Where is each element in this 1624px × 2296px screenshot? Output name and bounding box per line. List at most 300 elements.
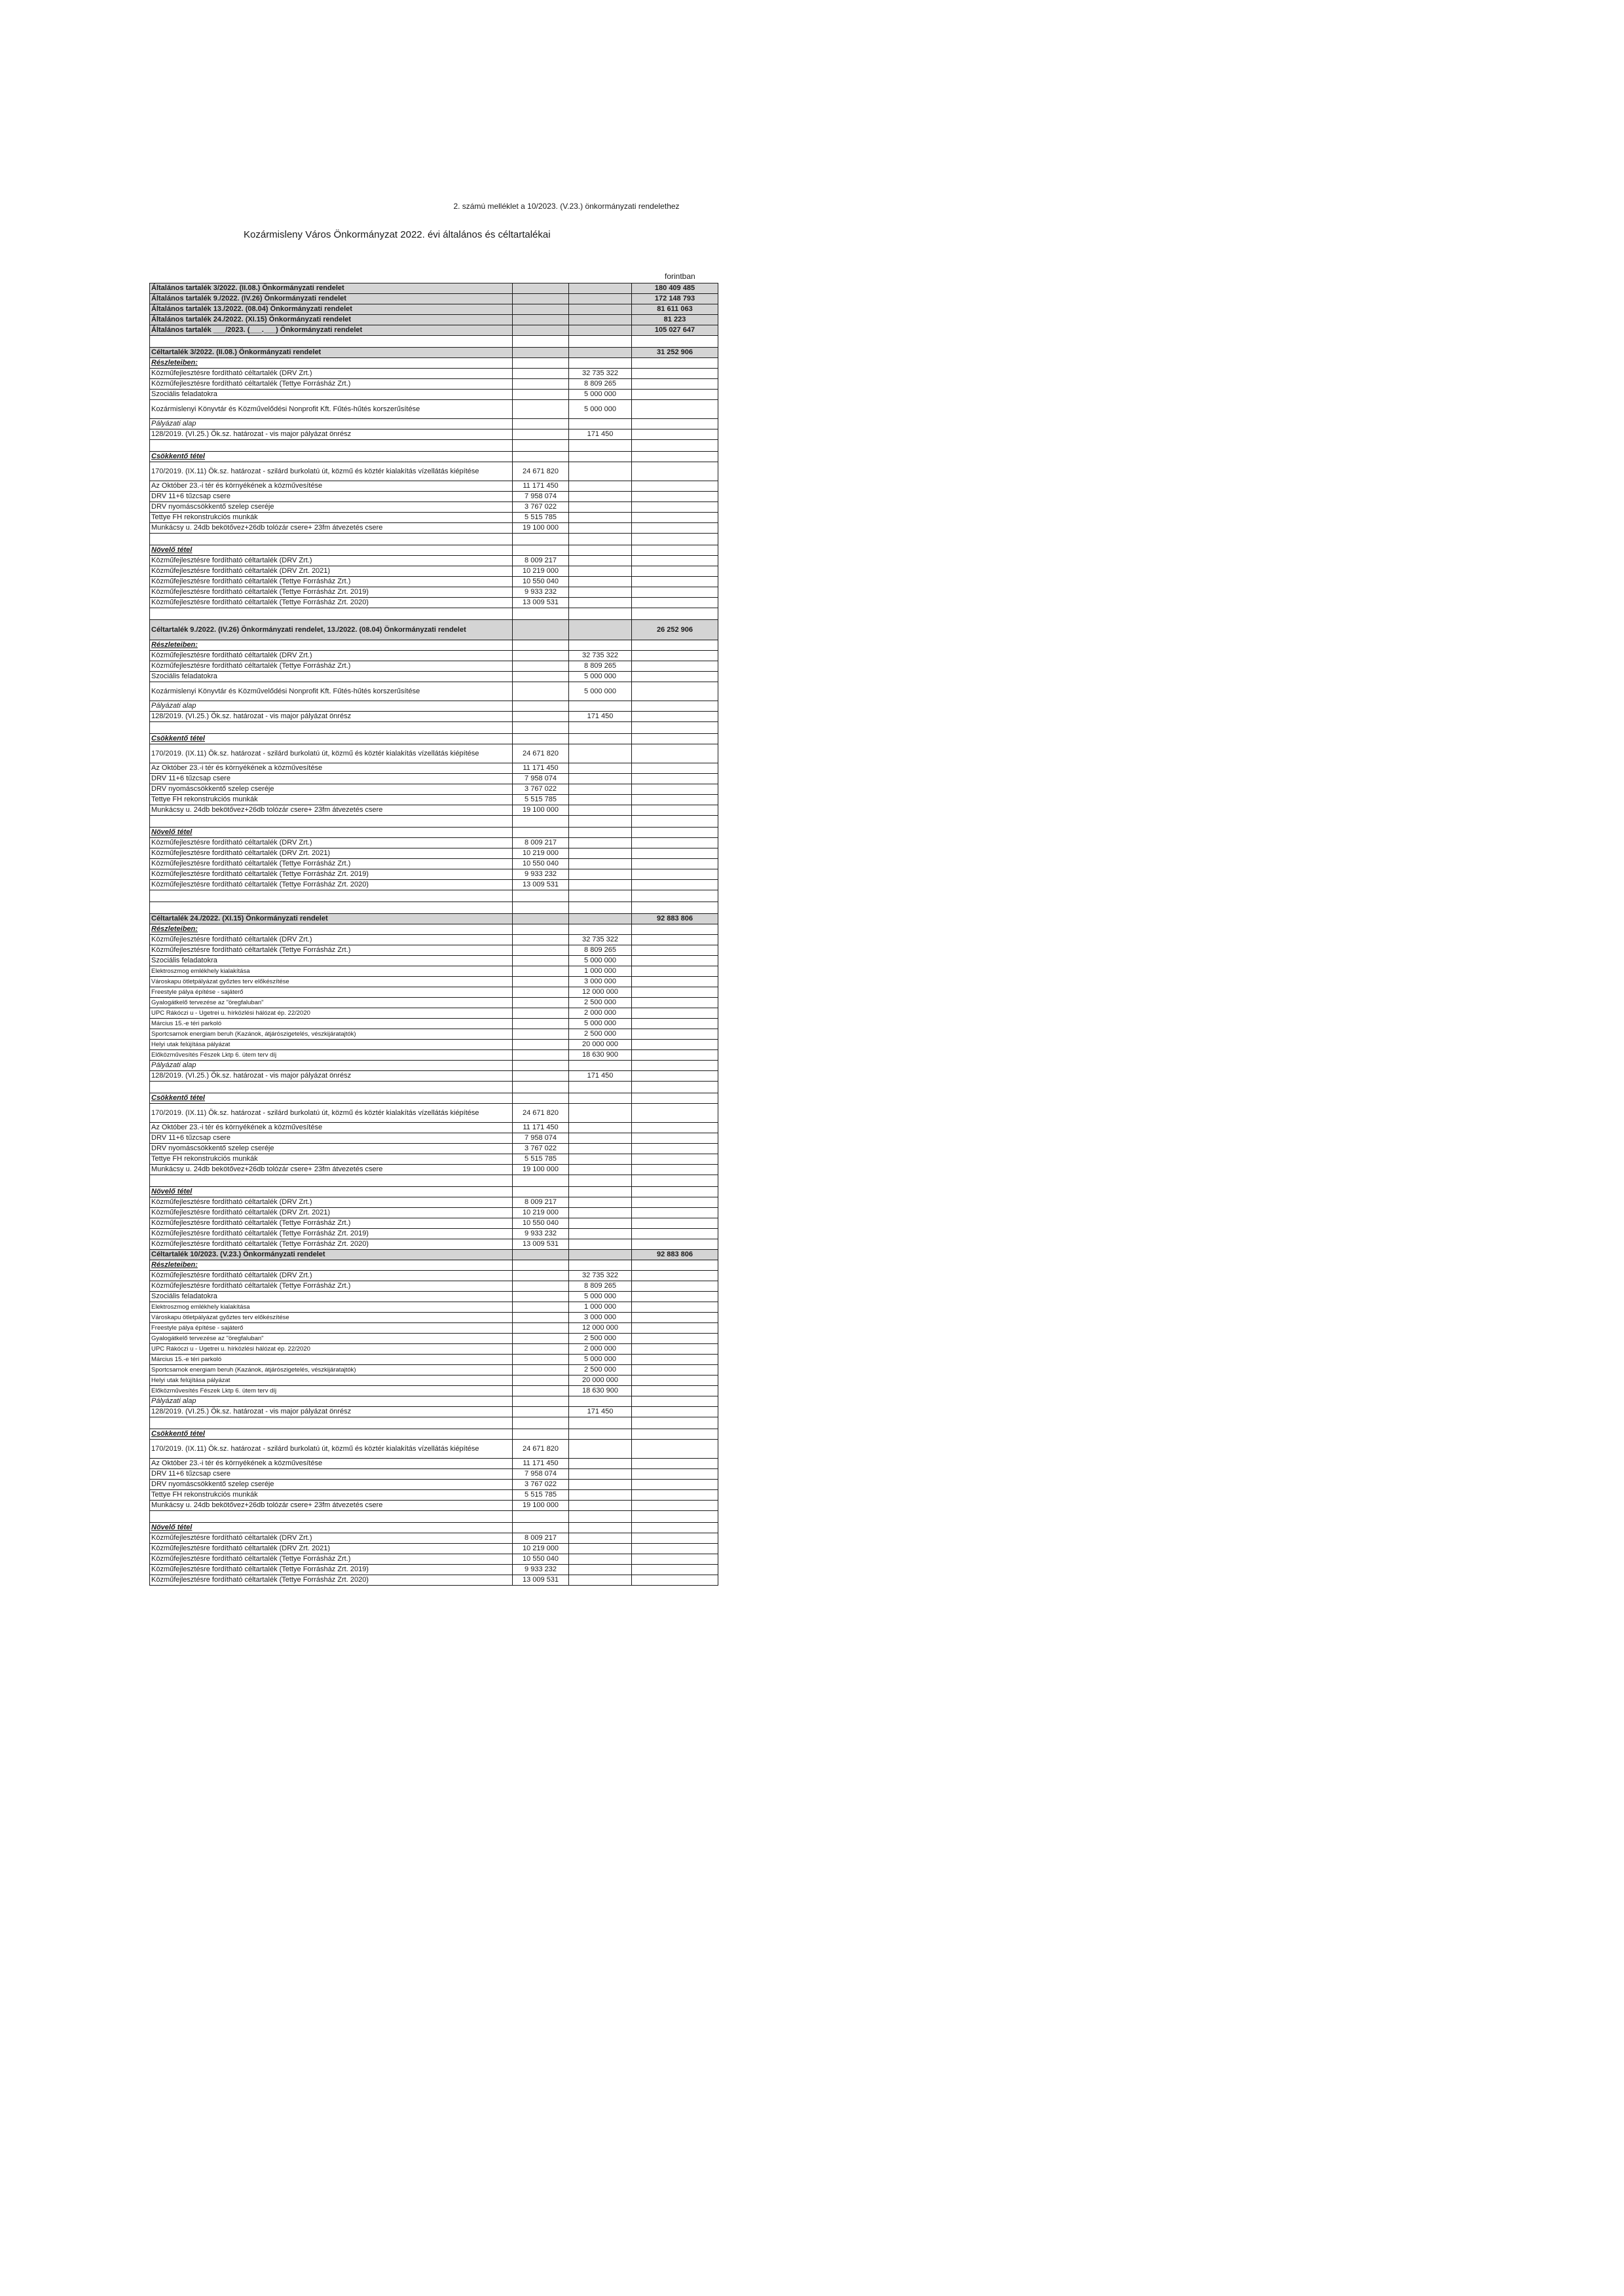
spacer-row — [150, 1082, 718, 1093]
item-amount: 5 000 000 — [569, 1292, 632, 1302]
item-label: Növelő tétel — [150, 545, 513, 556]
item-amount — [569, 1061, 632, 1071]
item-amount — [569, 1175, 632, 1187]
item-label: Növelő tétel — [150, 1187, 513, 1197]
item-label: Az Október 23.-i tér és környékének a közművesítése — [150, 1459, 513, 1469]
reserve-total — [632, 640, 718, 651]
line-item-row — [150, 1554, 718, 1565]
item-amount — [569, 1417, 632, 1429]
reserve-total: 172 148 793 — [632, 294, 718, 304]
change-amount — [513, 1061, 569, 1071]
item-label: Közműfejlesztésre fordítható céltartalék (DRV Zrt.) — [150, 1271, 513, 1281]
item-amount — [569, 1239, 632, 1250]
line-item-row — [150, 744, 718, 763]
item-amount — [569, 462, 632, 481]
item-amount: 12 000 000 — [569, 987, 632, 998]
spacer-row — [150, 336, 718, 348]
reserve-total — [632, 828, 718, 838]
item-amount — [569, 1429, 632, 1440]
line-item-row — [150, 672, 718, 682]
change-amount: 7 958 074 — [513, 1469, 569, 1480]
reserve-total — [632, 712, 718, 722]
spacer-row — [150, 816, 718, 828]
change-amount: 19 100 000 — [513, 1165, 569, 1175]
item-amount — [569, 419, 632, 429]
reserve-total — [632, 902, 718, 914]
reserve-header-row — [150, 283, 718, 294]
item-label: Szociális feladatokra — [150, 956, 513, 966]
reserve-total — [632, 1104, 718, 1123]
item-label: DRV 11+6 tűzcsap csere — [150, 1133, 513, 1144]
reserve-total — [632, 744, 718, 763]
reserve-total — [632, 513, 718, 523]
change-amount: 13 009 531 — [513, 1239, 569, 1250]
change-amount — [513, 966, 569, 977]
item-label: Közműfejlesztésre fordítható céltartalék (Tettye Forrásház Zrt. 2019) — [150, 869, 513, 880]
change-amount: 3 767 022 — [513, 784, 569, 795]
item-amount: 32 735 322 — [569, 935, 632, 945]
change-amount: 8 009 217 — [513, 556, 569, 566]
line-item-row — [150, 1197, 718, 1208]
change-amount — [513, 987, 569, 998]
item-label — [150, 1082, 513, 1093]
item-label: Az Október 23.-i tér és környékének a közművesítése — [150, 763, 513, 774]
section-heading-row — [150, 640, 718, 651]
change-amount — [513, 620, 569, 640]
line-item-row — [150, 1144, 718, 1154]
item-label: DRV 11+6 tűzcsap csere — [150, 1469, 513, 1480]
line-item-row — [150, 1469, 718, 1480]
reserve-total — [632, 651, 718, 661]
line-item-row — [150, 1218, 718, 1229]
line-item-row — [150, 987, 718, 998]
change-amount — [513, 1429, 569, 1440]
line-item-row — [150, 462, 718, 481]
reserve-total — [632, 577, 718, 587]
item-amount: 2 500 000 — [569, 1029, 632, 1040]
item-amount — [569, 348, 632, 358]
change-amount: 19 100 000 — [513, 805, 569, 816]
change-amount — [513, 816, 569, 828]
change-amount — [513, 1050, 569, 1061]
change-amount — [513, 369, 569, 379]
line-item-row — [150, 966, 718, 977]
item-label: Közműfejlesztésre fordítható céltartalék (Tettye Forrásház Zrt. 2020) — [150, 880, 513, 890]
change-amount: 10 219 000 — [513, 566, 569, 577]
change-amount: 9 933 232 — [513, 869, 569, 880]
reserve-total — [632, 890, 718, 902]
change-amount — [513, 534, 569, 545]
item-label — [150, 534, 513, 545]
line-item-row — [150, 1544, 718, 1554]
item-amount — [569, 1490, 632, 1501]
item-amount — [569, 336, 632, 348]
reserve-total: 31 252 906 — [632, 348, 718, 358]
change-amount — [513, 1019, 569, 1029]
item-label: Szociális feladatokra — [150, 672, 513, 682]
reserve-total — [632, 1429, 718, 1440]
reserve-total — [632, 545, 718, 556]
item-amount — [569, 805, 632, 816]
reserve-total — [632, 977, 718, 987]
item-amount — [569, 914, 632, 924]
item-label: Céltartalék 10/2023. (V.23.) Önkormányzati rendelet — [150, 1250, 513, 1260]
item-label: Közműfejlesztésre fordítható céltartalék (Tettye Forrásház Zrt. 2019) — [150, 1565, 513, 1575]
reserve-total — [632, 1165, 718, 1175]
line-item-row — [150, 945, 718, 956]
reserve-total — [632, 734, 718, 744]
item-amount — [569, 1250, 632, 1260]
item-label: Céltartalék 24./2022. (XI.15) Önkormányzati rendelet — [150, 914, 513, 924]
item-label: Munkácsy u. 24db bekötővez+26db tolózár csere+ 23fm átvezetés csere — [150, 1165, 513, 1175]
reserve-total — [632, 924, 718, 935]
item-label: Általános tartalék 3/2022. (II.08.) Önkormányzati rendelet — [150, 283, 513, 294]
item-amount — [569, 1154, 632, 1165]
line-item-row — [150, 1281, 718, 1292]
change-amount: 24 671 820 — [513, 462, 569, 481]
reserve-total — [632, 935, 718, 945]
reserve-total — [632, 598, 718, 608]
item-label — [150, 890, 513, 902]
item-label: Csökkentő tétel — [150, 452, 513, 462]
reserve-total — [632, 661, 718, 672]
change-amount: 3 767 022 — [513, 502, 569, 513]
fund-heading-row — [150, 419, 718, 429]
item-amount: 2 000 000 — [569, 1344, 632, 1355]
change-amount: 7 958 074 — [513, 492, 569, 502]
item-label: Közműfejlesztésre fordítható céltartalék (Tettye Forrásház Zrt.) — [150, 379, 513, 390]
item-amount — [569, 1123, 632, 1133]
item-label: Közműfejlesztésre fordítható céltartalék (DRV Zrt.) — [150, 651, 513, 661]
item-label: Munkácsy u. 24db bekötővez+26db tolózár csere+ 23fm átvezetés csere — [150, 523, 513, 534]
change-amount — [513, 956, 569, 966]
change-amount — [513, 935, 569, 945]
item-label: Előközművesítés Fészek Lktp 6. ütem terv díj — [150, 1386, 513, 1396]
item-label: Pályázati alap — [150, 419, 513, 429]
line-item-row — [150, 869, 718, 880]
item-amount — [569, 734, 632, 744]
line-item-row — [150, 1040, 718, 1050]
reserve-total — [632, 998, 718, 1008]
line-item-row — [150, 502, 718, 513]
item-label: Közműfejlesztésre fordítható céltartalék (Tettye Forrásház Zrt.) — [150, 859, 513, 869]
change-amount: 10 219 000 — [513, 848, 569, 859]
item-label: 170/2019. (IX.11) Ök.sz. határozat - szilárd burkolatú út, közmű és köztér kialakítás vízellátás kiépítése — [150, 1104, 513, 1123]
change-amount — [513, 1082, 569, 1093]
item-label — [150, 440, 513, 452]
change-amount — [513, 1386, 569, 1396]
change-amount — [513, 1008, 569, 1019]
reserve-total — [632, 1050, 718, 1061]
reserve-total — [632, 987, 718, 998]
reserve-total — [632, 1459, 718, 1469]
reserve-total — [632, 1313, 718, 1323]
reserve-total — [632, 838, 718, 848]
item-amount — [569, 1197, 632, 1208]
change-amount — [513, 1071, 569, 1082]
reserve-total — [632, 492, 718, 502]
item-label: Kozármislenyi Könyvtár és Közművelődési Nonprofit Kft. Fűtés-hűtés korszerűsítése — [150, 682, 513, 701]
line-item-row — [150, 956, 718, 966]
line-item-row — [150, 1133, 718, 1144]
change-amount: 10 550 040 — [513, 577, 569, 587]
item-label: Gyalogátkelő tervezése az "öregfaluban" — [150, 998, 513, 1008]
change-amount — [513, 1175, 569, 1187]
item-label — [150, 608, 513, 620]
item-amount: 32 735 322 — [569, 369, 632, 379]
line-item-row — [150, 492, 718, 502]
spacer-row — [150, 1417, 718, 1429]
change-amount — [513, 682, 569, 701]
item-amount — [569, 358, 632, 369]
item-amount — [569, 556, 632, 566]
item-amount — [569, 774, 632, 784]
change-amount: 8 009 217 — [513, 838, 569, 848]
reserve-total — [632, 1019, 718, 1029]
change-amount — [513, 400, 569, 419]
item-label: DRV nyomáscsökkentő szelep cseréje — [150, 1480, 513, 1490]
item-amount: 1 000 000 — [569, 966, 632, 977]
reserve-total — [632, 722, 718, 734]
line-item-row — [150, 1376, 718, 1386]
reserve-total — [632, 419, 718, 429]
line-item-row — [150, 1313, 718, 1323]
item-amount: 171 450 — [569, 712, 632, 722]
item-amount — [569, 1229, 632, 1239]
item-amount — [569, 1565, 632, 1575]
reserve-header-row — [150, 348, 718, 358]
item-label: Közműfejlesztésre fordítható céltartalék (DRV Zrt. 2021) — [150, 1544, 513, 1554]
item-label: Szociális feladatokra — [150, 1292, 513, 1302]
item-amount: 2 500 000 — [569, 1365, 632, 1376]
change-amount: 9 933 232 — [513, 1565, 569, 1575]
reserve-total — [632, 795, 718, 805]
reserve-header-row — [150, 325, 718, 336]
item-label: Az Október 23.-i tér és környékének a közművesítése — [150, 481, 513, 492]
item-label: Csökkentő tétel — [150, 1093, 513, 1104]
reserve-total — [632, 1544, 718, 1554]
change-amount — [513, 608, 569, 620]
line-item-row — [150, 1271, 718, 1281]
reserve-total — [632, 400, 718, 419]
section-heading-row — [150, 1429, 718, 1440]
line-item-row — [150, 369, 718, 379]
change-amount — [513, 977, 569, 987]
item-amount — [569, 890, 632, 902]
reserve-total — [632, 805, 718, 816]
item-label: Kozármislenyi Könyvtár és Közművelődési Nonprofit Kft. Fűtés-hűtés korszerűsítése — [150, 400, 513, 419]
item-amount — [569, 315, 632, 325]
item-label: Az Október 23.-i tér és környékének a közművesítése — [150, 1123, 513, 1133]
reserve-header-row — [150, 914, 718, 924]
item-amount — [569, 848, 632, 859]
reserve-total — [632, 1029, 718, 1040]
item-amount — [569, 795, 632, 805]
line-item-row — [150, 998, 718, 1008]
item-amount — [569, 587, 632, 598]
change-amount — [513, 440, 569, 452]
line-item-row — [150, 1165, 718, 1175]
item-amount: 2 500 000 — [569, 998, 632, 1008]
reserve-total — [632, 784, 718, 795]
reserve-total — [632, 1334, 718, 1344]
item-label: Közműfejlesztésre fordítható céltartalék (Tettye Forrásház Zrt.) — [150, 1281, 513, 1292]
reserve-total: 81 611 063 — [632, 304, 718, 315]
change-amount: 10 550 040 — [513, 1218, 569, 1229]
reserve-total — [632, 1218, 718, 1229]
item-label: Általános tartalék 24./2022. (XI.15) Önkormányzati rendelet — [150, 315, 513, 325]
item-label: 170/2019. (IX.11) Ök.sz. határozat - szilárd burkolatú út, közmű és köztér kialakítás vízellátás kiépítése — [150, 744, 513, 763]
item-label: Városkapu ötletpályázat győztes terv előkészítése — [150, 1313, 513, 1323]
item-amount: 5 000 000 — [569, 682, 632, 701]
line-item-row — [150, 880, 718, 890]
item-amount — [569, 1093, 632, 1104]
reserve-total — [632, 587, 718, 598]
line-item-row — [150, 1008, 718, 1019]
reserve-total — [632, 1565, 718, 1575]
reserve-total: 92 883 806 — [632, 1250, 718, 1260]
fund-heading-row — [150, 1061, 718, 1071]
line-item-row — [150, 523, 718, 534]
change-amount — [513, 734, 569, 744]
item-label: Előközművesítés Fészek Lktp 6. ütem terv díj — [150, 1050, 513, 1061]
change-amount — [513, 1365, 569, 1376]
item-amount: 32 735 322 — [569, 651, 632, 661]
change-amount: 24 671 820 — [513, 744, 569, 763]
line-item-row — [150, 1575, 718, 1586]
reserve-header-row — [150, 294, 718, 304]
item-label: Szociális feladatokra — [150, 390, 513, 400]
item-amount — [569, 1144, 632, 1154]
fund-heading-row — [150, 1396, 718, 1407]
change-amount — [513, 429, 569, 440]
change-amount — [513, 1302, 569, 1313]
item-label: 128/2019. (VI.25.) Ök.sz. határozat - vis major pályázat önrész — [150, 712, 513, 722]
line-item-row — [150, 379, 718, 390]
item-amount: 5 000 000 — [569, 390, 632, 400]
line-item-row — [150, 1355, 718, 1365]
item-amount: 171 450 — [569, 1407, 632, 1417]
item-label: 170/2019. (IX.11) Ök.sz. határozat - szilárd burkolatú út, közmű és köztér kialakítás vízellátás kiépítése — [150, 1440, 513, 1459]
line-item-row — [150, 838, 718, 848]
reserve-total — [632, 358, 718, 369]
reserve-total — [632, 1281, 718, 1292]
change-amount — [513, 712, 569, 722]
item-amount — [569, 502, 632, 513]
change-amount: 3 767 022 — [513, 1144, 569, 1154]
line-item-row — [150, 1302, 718, 1313]
change-amount — [513, 325, 569, 336]
reserve-total — [632, 1040, 718, 1050]
item-amount — [569, 513, 632, 523]
section-heading-row — [150, 1260, 718, 1271]
change-amount — [513, 1260, 569, 1271]
reserve-total — [632, 1093, 718, 1104]
reserve-total — [632, 1008, 718, 1019]
line-item-row — [150, 1208, 718, 1218]
item-label: Közműfejlesztésre fordítható céltartalék (Tettye Forrásház Zrt.) — [150, 1218, 513, 1229]
change-amount: 13 009 531 — [513, 1575, 569, 1586]
item-amount: 2 000 000 — [569, 1008, 632, 1019]
reserve-header-row — [150, 620, 718, 640]
item-label: Növelő tétel — [150, 828, 513, 838]
change-amount — [513, 1407, 569, 1417]
change-amount: 10 219 000 — [513, 1544, 569, 1554]
reserve-total — [632, 966, 718, 977]
item-amount — [569, 1104, 632, 1123]
change-amount — [513, 1187, 569, 1197]
currency-unit-note: forintban — [665, 272, 695, 281]
change-amount — [513, 304, 569, 315]
item-amount: 20 000 000 — [569, 1376, 632, 1386]
spacer-row — [150, 608, 718, 620]
change-amount — [513, 640, 569, 651]
reserve-total — [632, 1323, 718, 1334]
item-amount — [569, 1533, 632, 1544]
reserve-total — [632, 566, 718, 577]
item-amount — [569, 1501, 632, 1511]
item-amount — [569, 1511, 632, 1523]
reserve-total — [632, 523, 718, 534]
line-item-row — [150, 805, 718, 816]
reserve-total — [632, 608, 718, 620]
reserve-total — [632, 534, 718, 545]
item-label: DRV nyomáscsökkentő szelep cseréje — [150, 1144, 513, 1154]
item-label: Általános tartalék 9./2022. (IV.26) Önkormányzati rendelet — [150, 294, 513, 304]
reserve-total — [632, 1197, 718, 1208]
reserve-header-row — [150, 304, 718, 315]
line-item-row — [150, 598, 718, 608]
change-amount — [513, 294, 569, 304]
item-amount: 5 000 000 — [569, 400, 632, 419]
reserve-total — [632, 763, 718, 774]
item-amount — [569, 1260, 632, 1271]
item-label: Csökkentő tétel — [150, 734, 513, 744]
item-amount: 1 000 000 — [569, 1302, 632, 1313]
item-amount — [569, 1208, 632, 1218]
item-label: Részleteiben: — [150, 358, 513, 369]
reserve-total — [632, 774, 718, 784]
reserve-total — [632, 1271, 718, 1281]
reserve-total — [632, 1440, 718, 1459]
line-item-row — [150, 1019, 718, 1029]
change-amount: 7 958 074 — [513, 774, 569, 784]
change-amount — [513, 1292, 569, 1302]
item-amount: 12 000 000 — [569, 1323, 632, 1334]
item-amount — [569, 828, 632, 838]
item-amount: 8 809 265 — [569, 945, 632, 956]
change-amount: 11 171 450 — [513, 1459, 569, 1469]
line-item-row — [150, 935, 718, 945]
reserve-total — [632, 1469, 718, 1480]
reserve-total — [632, 1386, 718, 1396]
section-heading-row — [150, 924, 718, 935]
spacer-row — [150, 722, 718, 734]
change-amount — [513, 914, 569, 924]
change-amount — [513, 701, 569, 712]
change-amount: 19 100 000 — [513, 1501, 569, 1511]
item-amount — [569, 838, 632, 848]
item-amount — [569, 492, 632, 502]
change-amount: 7 958 074 — [513, 1133, 569, 1144]
reserve-total: 180 409 485 — [632, 283, 718, 294]
item-amount — [569, 1440, 632, 1459]
reserve-total — [632, 1501, 718, 1511]
item-label — [150, 336, 513, 348]
section-heading-row — [150, 1523, 718, 1533]
item-amount — [569, 1469, 632, 1480]
item-label: Tettye FH rekonstrukciós munkák — [150, 795, 513, 805]
